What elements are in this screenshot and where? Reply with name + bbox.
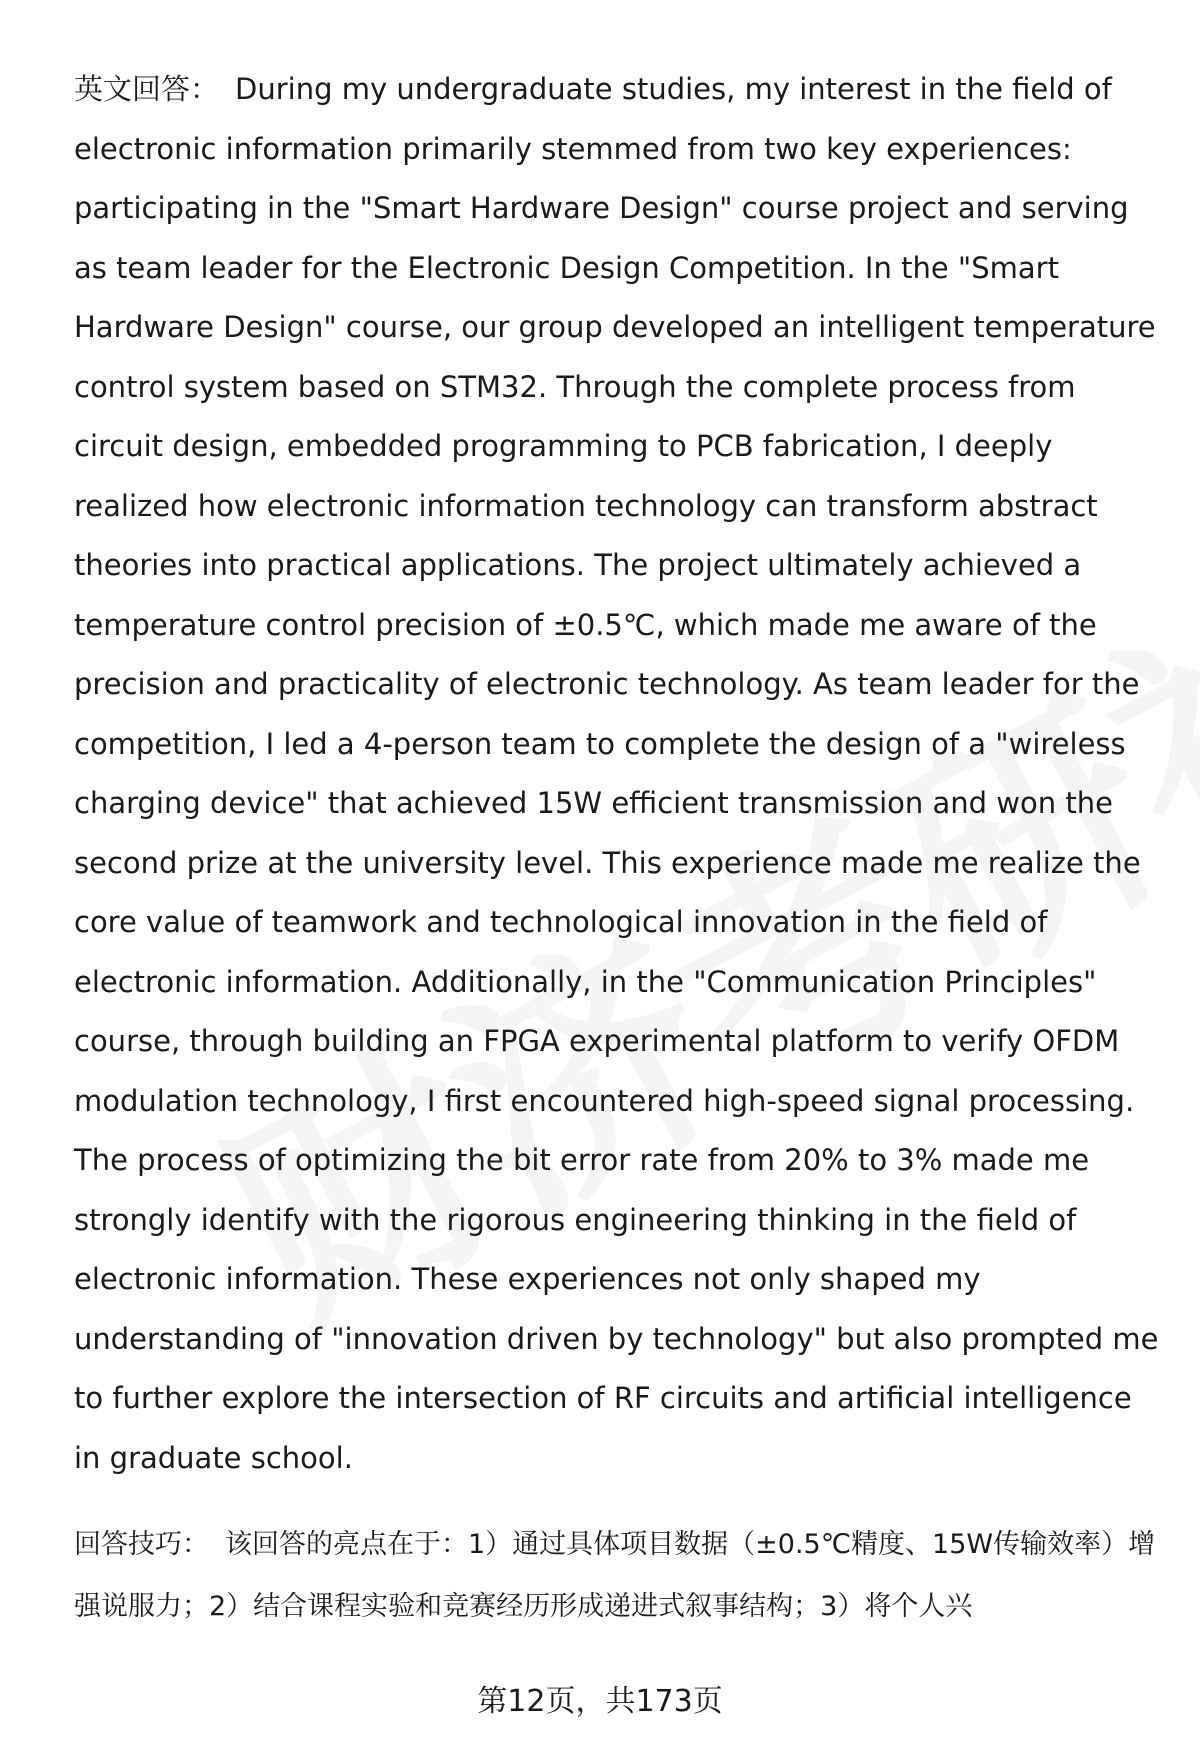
english-answer-text: During my undergraduate studies, my interest in the field of electronic information primarily stemmed from two key experiences: participating in the "Smart Hardware Design" course project and serving as team leader for the Electronic Design Competition. In the "Smart Hardware Design" course, our group developed an intelligent temperature control system based on STM32. Through the complete process from circuit design, embedded programming to PCB fabrication, I deeply realized how electronic information technology can transform abstract theories into practical applications. The project ultimately achieved a temperature control precision of ±0.5℃, which made me aware of the precision and practicality of electronic technology. As team leader for the competition, I led a 4-person team to complete the design of a "wireless charging device" that achieved 15W efficient transmission and won the second prize at the university level. This experience made me realize the core value of teamwork and technological innovation in the field of electronic information. Additionally, in the "Communication Principles" course, through building an FPGA experimental platform to verify OFDM modulation technology, I first encountered high-speed signal processing. The process of optimizing the bit error rate from 20% to 3% made me strongly identify with the rigorous engineering thinking in the field of electronic information. These experiences not only shaped my understanding of "innovation driven by technology" but also prompted me to further explore the intersection of RF circuits and artificial intelligence in graduate school. [74, 72, 1159, 1475]
page-number: 第12页，共173页 [477, 1684, 723, 1719]
english-answer-label: 英文回答： [74, 72, 220, 106]
answer-tips-label: 回答技巧： [74, 1529, 209, 1560]
answer-tips-text: 该回答的亮点在于：1）通过具体项目数据（±0.5℃精度、15W传输效率）增强说服力；2）结合课程实验和竞赛经历形成递进式叙事结构；3）将个人兴 [74, 1529, 1156, 1622]
page-content [74, 60, 1160, 1638]
english-answer-paragraph [74, 60, 1160, 1488]
answer-tips-paragraph [74, 1514, 1160, 1638]
